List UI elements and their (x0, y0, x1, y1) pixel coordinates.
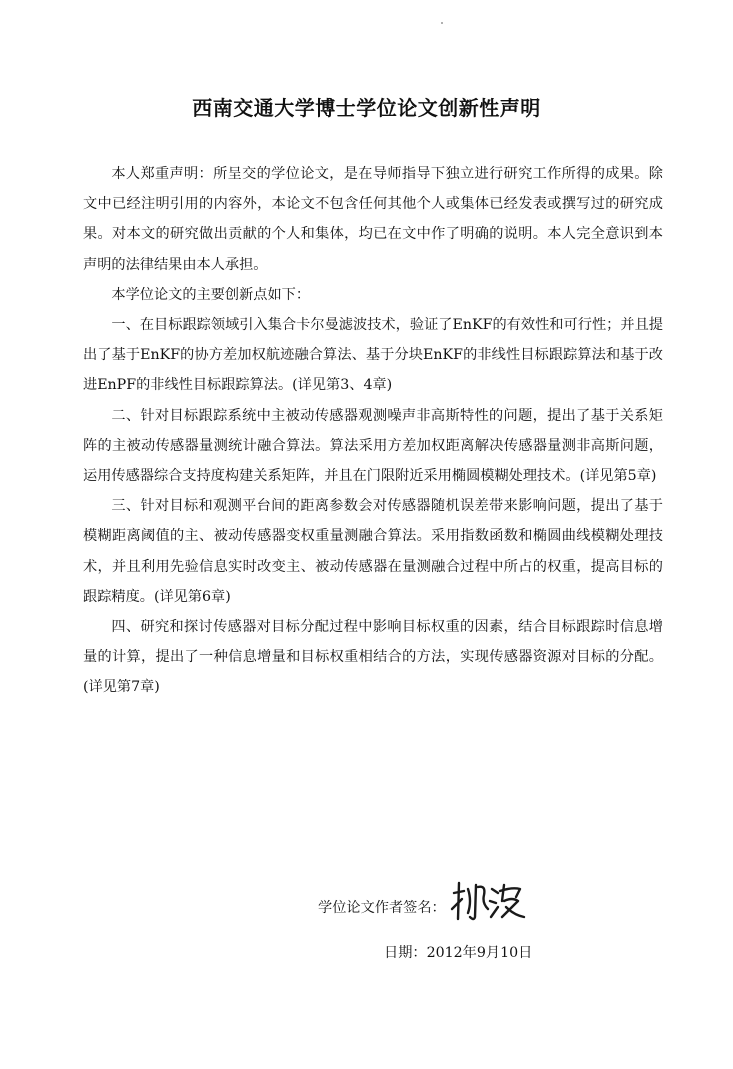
innovation-point-3: 三、针对目标和观测平台间的距离参数会对传感器随机误差带来影响问题，提出了基于模糊距离阈值的主、被动传感器变权重量测融合算法。采用指数函数和椭圆曲线模糊处理技术，并且利用先验信息实时改变主、被动传感器在量测融合过程中所占的权重，提高目标的跟踪精度。(详见第6章) (83, 498, 663, 605)
signature-row (318, 893, 528, 923)
signature-label: 学位论文作者签名： (318, 900, 446, 916)
scan-speck (441, 22, 443, 24)
handwritten-signature (448, 879, 528, 923)
innovation-point-1: 一、在目标跟踪领域引入集合卡尔曼滤波技术，验证了EnKF的有效性和可行性；并且提出了基于EnKF的协方差加权航迹融合算法、基于分块EnKF的非线性目标跟踪算法和基于改进EnPF的非线性目标跟踪算法。(详见第3、4章) (83, 317, 663, 394)
innovation-point-2: 二、针对目标跟踪系统中主被动传感器观测噪声非高斯特性的问题，提出了基于关系矩阵的主被动传感器量测统计融合算法。算法采用方差加权距离解决传感器量测非高斯问题，运用传感器综合支持度构建关系矩阵，并且在门限附近采用椭圆模糊处理技术。(详见第5章) (83, 407, 663, 485)
signature-date: 日期：2012年9月10日 (384, 945, 533, 961)
innovation-point-4: 四、研究和探讨传感器对目标分配过程中影响目标权重的因素，结合目标跟踪时信息增量的计算，提出了一种信息增量和目标权重相结合的方法，实现传感器资源对目标的分配。(详见第7章) (83, 619, 663, 696)
declaration-paragraph: 本人郑重声明：所呈交的学位论文，是在导师指导下独立进行研究工作所得的成果。除文中已经注明引用的内容外，本论文不包含任何其他个人或集体已经发表或撰写过的研究成果。对本文的研究做出贡献的个人和集体，均已在文中作了明确的说明。本人完全意识到本声明的法律结果由本人承担。 (83, 166, 663, 273)
innovation-intro: 本学位论文的主要创新点如下： (111, 286, 311, 303)
document-title: 西南交通大学博士学位论文创新性声明 (192, 96, 541, 120)
document-body (83, 159, 663, 703)
